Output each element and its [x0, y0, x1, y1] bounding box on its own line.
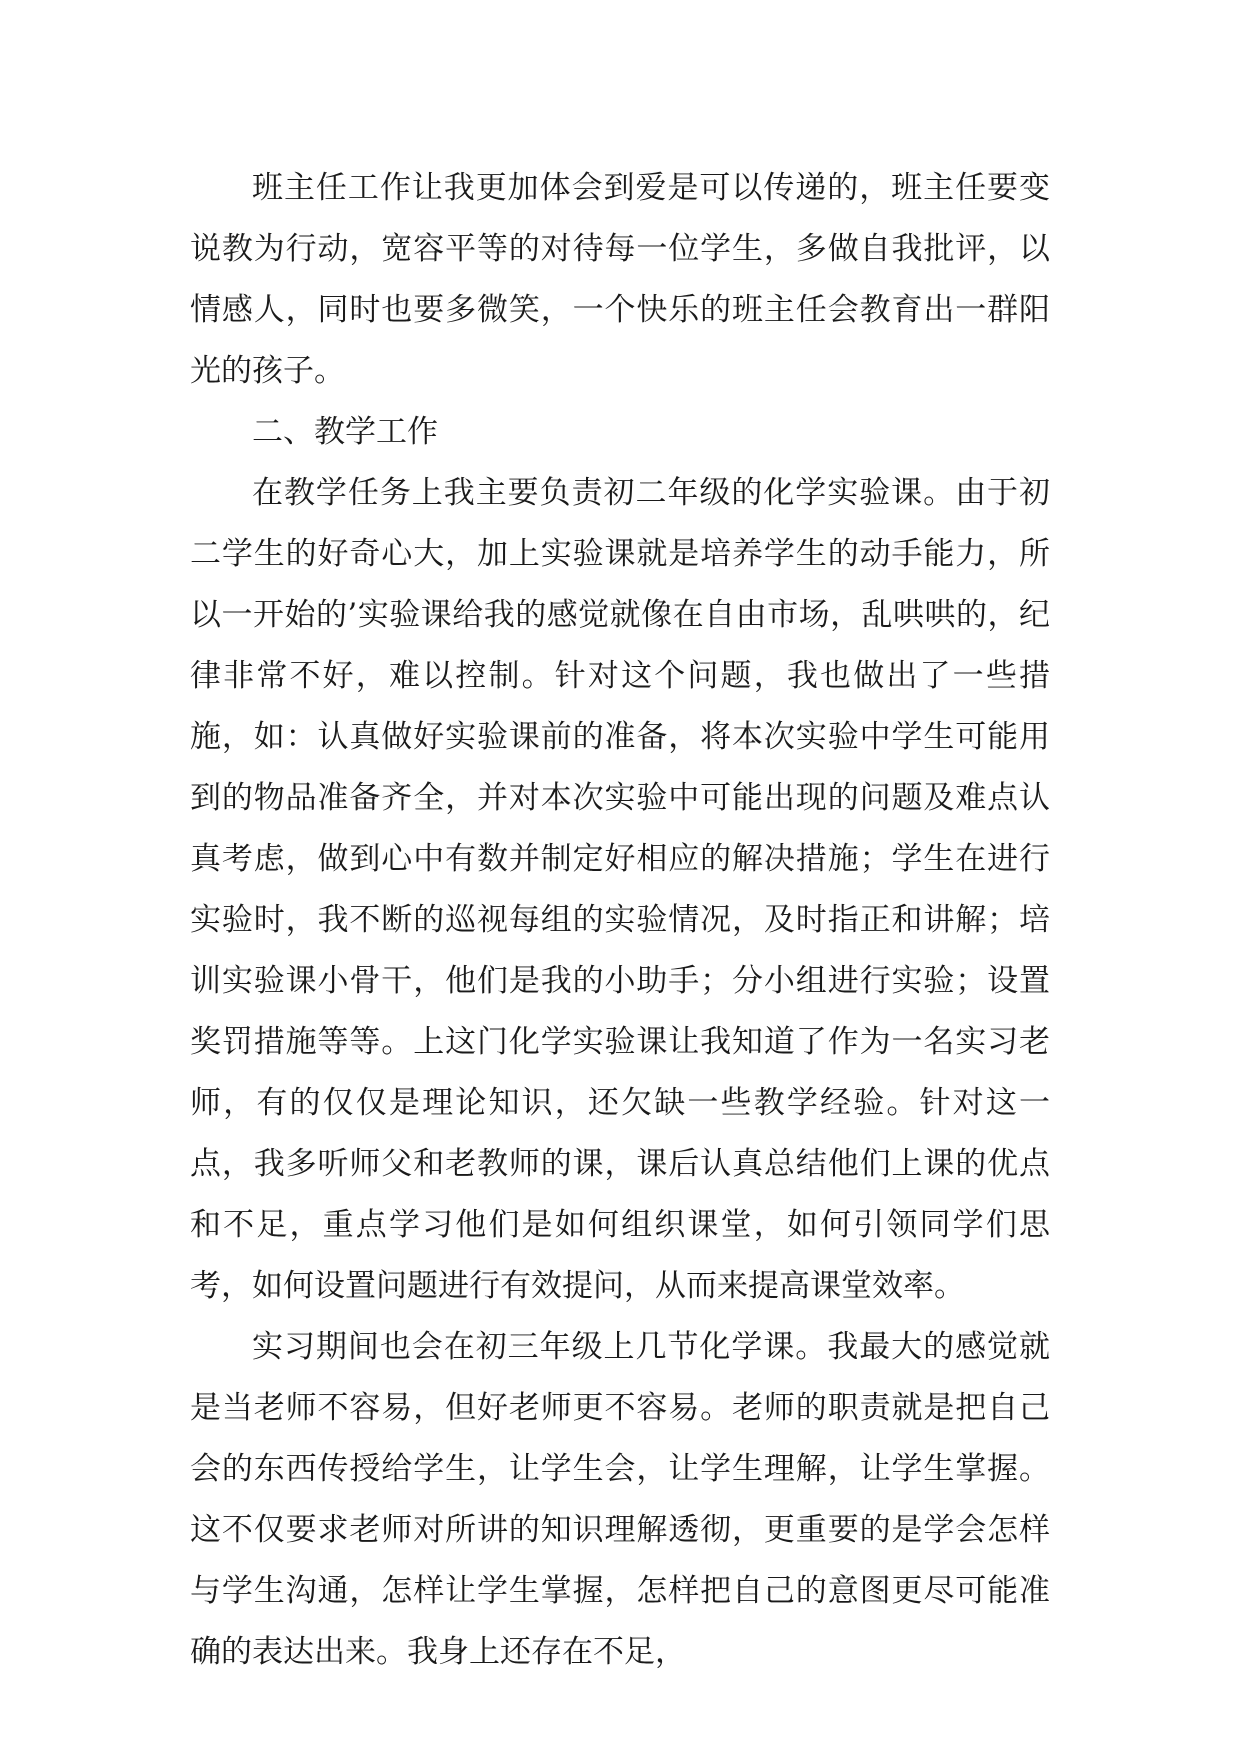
document-body: [190, 158, 1050, 1683]
paragraph-chemistry-lab: 在教学任务上我主要负责初二年级的化学实验课。由于初二学生的好奇心大，加上实验课就是培养学生的动手能力，所以一开始的’实验课给我的感觉就像在自由市场，乱哄哄的，纪律非常不好，难以控制。针对这个问题，我也做出了一些措施，如：认真做好实验课前的准备，将本次实验中学生可能用到的物品准备齐全，并对本次实验中可能出现的问题及难点认真考虑，做到心中有数并制定好相应的解决措施；学生在进行实验时，我不断的巡视每组的实验情况，及时指正和讲解；培训实验课小骨干，他们是我的小助手；分小组进行实验；设置奖罚措施等等。上这门化学实验课让我知道了作为一名实习老师，有的仅仅是理论知识，还欠缺一些教学经验。针对这一点，我多听师父和老教师的课，课后认真总结他们上课的优点和不足，重点学习他们是如何组织课堂，如何引领同学们思考，如何设置问题进行有效提问，从而来提高课堂效率。: [190, 475, 1050, 1304]
section-heading-teaching-work: 二、教学工作: [252, 414, 438, 450]
paragraph-head-teacher-work: 班主任工作让我更加体会到爱是可以传递的，班主任要变说教为行动，宽容平等的对待每一位学生，多做自我批评，以情感人，同时也要多微笑，一个快乐的班主任会教育出一群阳光的孩子。: [190, 170, 1050, 389]
paragraph-grade-three-chemistry: 实习期间也会在初三年级上几节化学课。我最大的感觉就是当老师不容易，但好老师更不容易。老师的职责就是把自己会的东西传授给学生，让学生会，让学生理解，让学生掌握。这不仅要求老师对所讲的知识理解透彻，更重要的是学会怎样与学生沟通，怎样让学生掌握，怎样把自己的意图更尽可能准确的表达出来。我身上还存在不足，: [190, 1329, 1050, 1670]
